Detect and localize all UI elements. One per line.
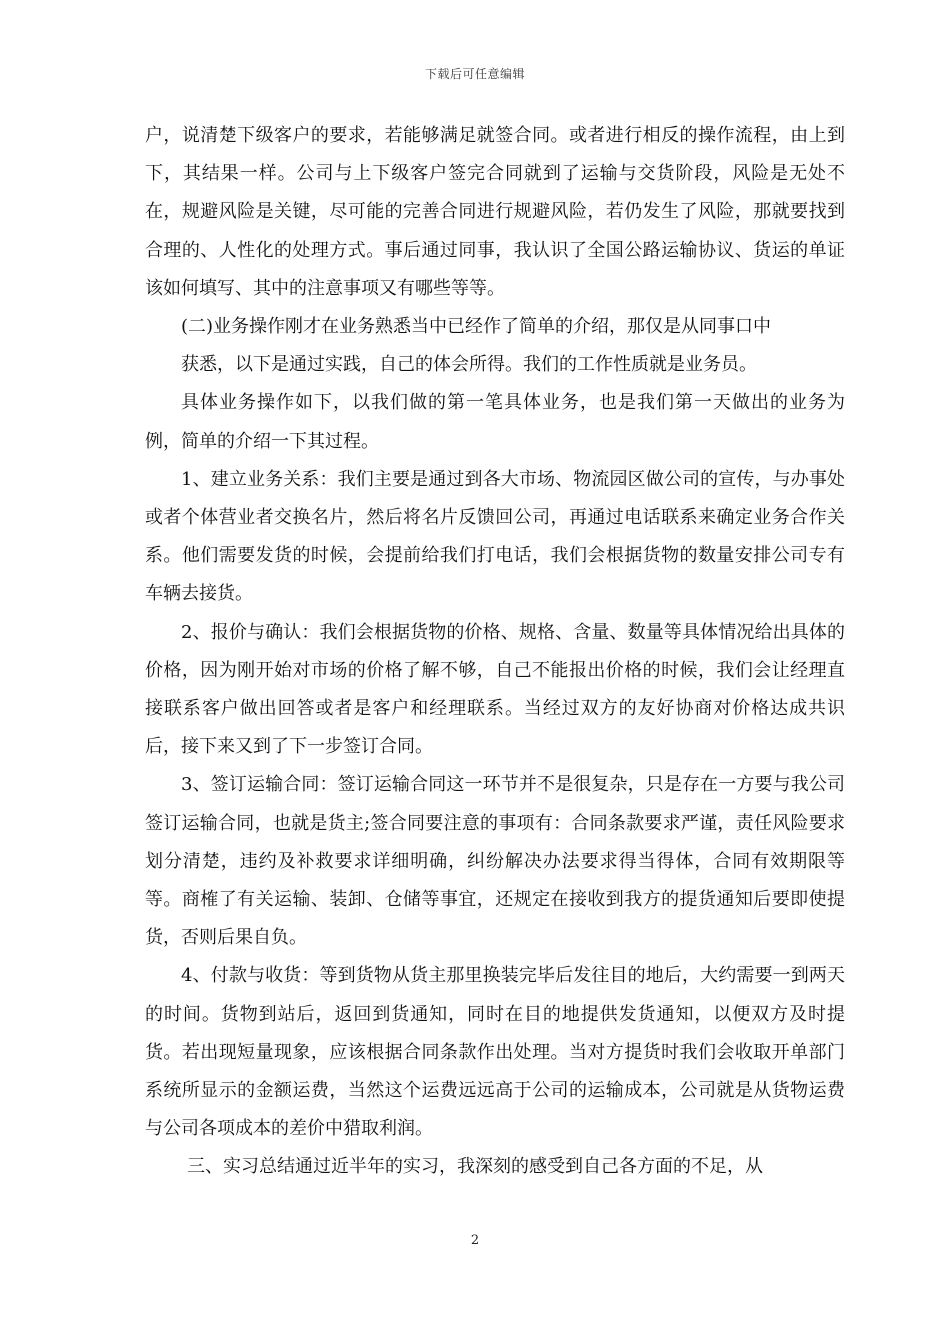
paragraph-step-2: 2、报价与确认：我们会根据货物的价格、规格、含量、数量等具体情况给出具体的价格，因为刚开始对市场的价格了解不够，自己不能报出价格的时候，我们会让经理直接联系客户做出回答或者是客户和经理联系。当经过双方的友好协商对价格达成共识后，接下来又到了下一步签订合同。 — [145, 621, 845, 758]
paragraph-summary: 三、实习总结通过近半年的实习，我深刻的感受到自己各方面的不足，从 — [187, 1156, 763, 1178]
paragraph-continuation: 户，说清楚下级客户的要求，若能够满足就签合同。或者进行相反的操作流程，由上到下，其结果一样。公司与上下级客户签完合同就到了运输与交货阶段，风险是无处不在，规避风险是关键，尽可能的完善合同进行规避风险，若仍发生了风险，那就要找到合理的、人性化的处理方式。事后通过同事，我认识了全国公路运输协议、货运的单证该如何填写、其中的注意事项又有哪些等等。 — [145, 125, 845, 299]
paragraph-business-operation: (二)业务操作刚才在业务熟悉当中已经作了简单的介绍，那仅是从同事口中 — [181, 316, 772, 338]
page-header-note: 下载后可任意编辑 — [424, 67, 525, 81]
document-body — [145, 117, 845, 1187]
paragraph-step-4: 4、付款与收货：等到货物从货主那里换装完毕后发往目的地后，大约需要一到两天的时间。货物到站后，返回到货通知，同时在目的地提供发货通知，以便双方及时提货。若出现短量现象，应该根据合同条款作出处理。当对方提货时我们会收取开单部门系统所显示的金额运费，当然这个运费远远高于公司的运输成本，公司就是从货物运费与公司各项成本的差价中猎取利润。 — [145, 965, 845, 1140]
page-number: 2 — [470, 1233, 480, 1248]
paragraph-step-1: 1、建立业务关系：我们主要是通过到各大市场、物流园区做公司的宣传，与办事处或者个体营业者交换名片，然后将名片反馈回公司，再通过电话联系来确定业务合作关系。他们需要发货的时候，会提前给我们打电话，我们会根据货物的数量安排公司专有车辆去接货。 — [145, 468, 845, 605]
paragraph-step-3: 3、签订运输合同：签订运输合同这一环节并不是很复杂，只是存在一方要与我公司签订运输合同，也就是货主;签合同要注意的事项有：合同条款要求严谨，责任风险要求划分清楚，违约及补救要求详细明确，纠纷解决办法要求得当得体，合同有效期限等等。商榷了有关运输、装卸、仓储等事宜，还规定在接收到我方的提货通知后要即使提货，否则后果自负。 — [145, 774, 845, 949]
paragraph-learned: 获悉，以下是通过实践，自己的体会所得。我们的工作性质就是业务员。 — [181, 354, 757, 376]
paragraph-specific-operation: 具体业务操作如下，以我们做的第一笔具体业务，也是我们第一天做出的业务为例，简单的介绍一下其过程。 — [145, 392, 845, 452]
